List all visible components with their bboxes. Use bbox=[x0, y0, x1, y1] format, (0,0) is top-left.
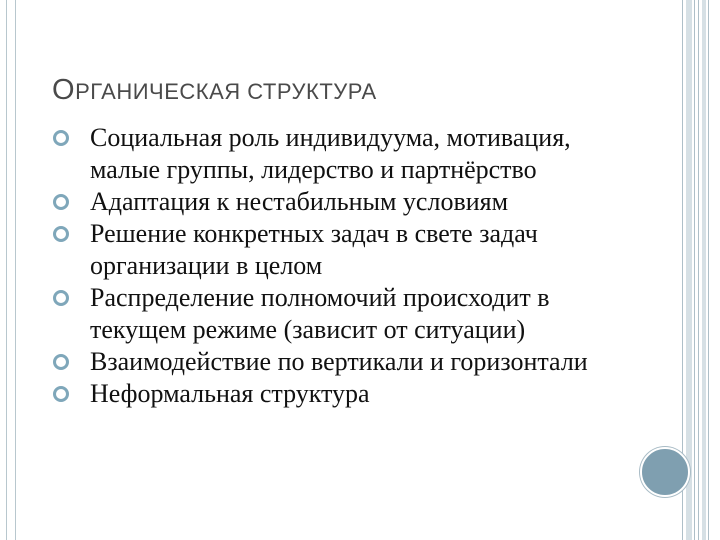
circle-bullet-icon bbox=[52, 385, 70, 403]
bullet-item bbox=[52, 378, 622, 410]
bullet-item bbox=[52, 218, 622, 282]
slide-title bbox=[52, 70, 377, 107]
circle-bullet-icon bbox=[52, 193, 70, 211]
circle-bullet-icon bbox=[52, 225, 70, 243]
bullet-text: Решение конкретных задач в свете задач организации в целом bbox=[90, 219, 538, 280]
bullet-item bbox=[52, 346, 622, 378]
slide-title-rest: РГАНИЧЕСКАЯ СТРУКТУРА bbox=[75, 79, 377, 104]
left-frame-decoration bbox=[6, 0, 16, 540]
bullet-text: Социальная роль индивидуума, мотивация, малые группы, лидерство и партнёрство bbox=[90, 123, 571, 184]
bullet-text: Распределение полномочий происходит в текущем режиме (зависит от ситуации) bbox=[90, 283, 550, 344]
slide-title-first-letter: О bbox=[52, 74, 76, 106]
circle-bullet-icon bbox=[52, 129, 70, 147]
bullet-item bbox=[52, 122, 622, 186]
bullet-item bbox=[52, 282, 622, 346]
bullet-text: Взаимодействие по вертикали и горизонтали bbox=[90, 347, 588, 376]
circle-bullet-icon bbox=[52, 289, 70, 307]
circle-bullet-icon bbox=[52, 353, 70, 371]
circle-decoration bbox=[640, 447, 690, 497]
bullet-text: Неформальная структура bbox=[90, 379, 370, 408]
bullet-item bbox=[52, 186, 622, 218]
bullet-list bbox=[52, 122, 622, 410]
bullet-text: Адаптация к нестабильным условиям bbox=[90, 187, 509, 216]
